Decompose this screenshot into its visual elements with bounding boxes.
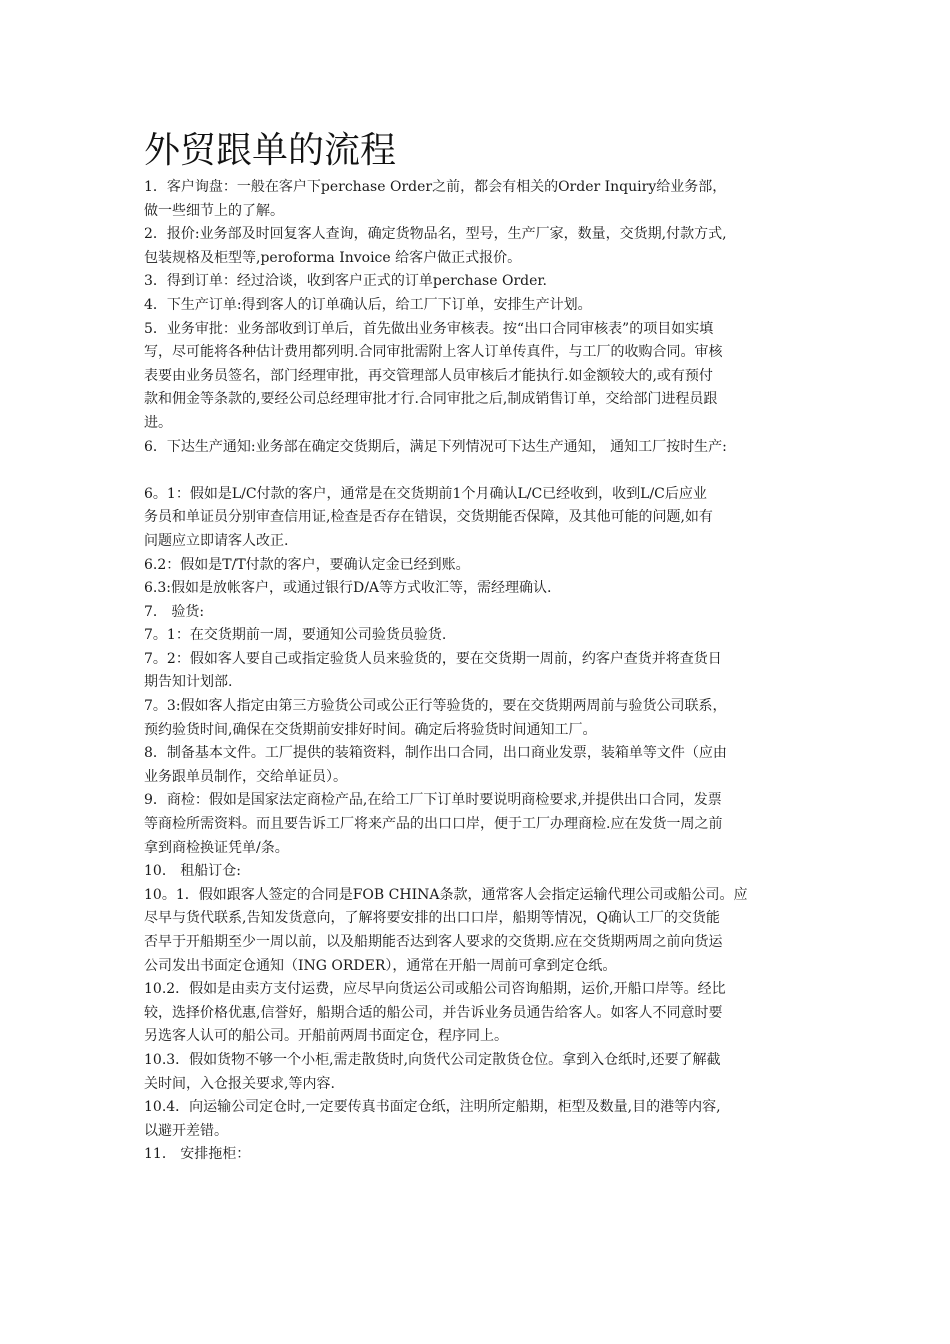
text-line: 业务跟单员制作，交给单证员）。 [144, 768, 347, 785]
text-line: 2．报价:业务部及时回复客人查询，确定货物品名，型号，生产厂家，数量，交货期,付款方式, [144, 226, 727, 243]
text-line: 进。 [144, 414, 172, 431]
text-line: 6.3:假如是放帐客户，或通过银行D/A等方式收汇等，需经理确认. [144, 580, 552, 597]
text-line: 问题应立即请客人改正. [144, 532, 289, 549]
text-line: 较，选择价格优惠,信誉好，船期合适的船公司，并告诉业务员通告给客人。如客人不同意时要 [144, 1004, 723, 1021]
text-line: 拿到商检换证凭单/条。 [144, 839, 289, 856]
text-line: 7。2：假如客人要自己或指定验货人员来验货的，要在交货期一周前，约客户查货并将查货日 [144, 650, 722, 667]
text-line: 3．得到订单：经过洽谈，收到客户正式的订单perchase Order. [144, 273, 547, 290]
text-line: 11． 安排拖柜： [144, 1146, 251, 1163]
text-line: 写，尽可能将各种估计费用都列明.合同审批需附上客人订单传真件，与工厂的收购合同。审核 [144, 344, 723, 361]
text-line: 以避开差错。 [144, 1122, 228, 1139]
text-line: 款和佣金等条款的,要经公司总经理审批才行.合同审批之后,制成销售订单，交给部门进程员跟 [144, 391, 718, 408]
text-line: 等商检所需资料。而且要告诉工厂将来产品的出口口岸，便于工厂办理商检.应在发货一周之前 [144, 816, 723, 833]
text-line: 务员和单证员分别审查信用证,检查是否存在错误，交货期能否保障，及其他可能的问题,如有 [144, 509, 713, 526]
text-line: 包装规格及柜型等,peroforma Invoice 给客户做正式报价。 [144, 249, 522, 266]
document-title: 外贸跟单的流程 [144, 130, 397, 171]
text-line: 期告知计划部. [144, 674, 233, 691]
text-line: 8．制备基本文件。工厂提供的装箱资料，制作出口合同，出口商业发票，装箱单等文件（应由 [144, 745, 727, 762]
text-line: 公司发出书面定仓通知（ING ORDER），通常在开船一周前可拿到定仓纸。 [144, 957, 617, 974]
blank-line [144, 459, 824, 483]
text-line: 10.3．假如货物不够一个小柜,需走散货时,向货代公司定散货仓位。拿到入仓纸时,还要了解截 [144, 1051, 721, 1068]
text-line: 7。3:假如客人指定由第三方验货公司或公正行等验货的，要在交货期两周前与验货公司联系， [144, 698, 727, 715]
text-line: 10.4．向运输公司定仓时,一定要传真书面定仓纸，注明所定船期，柜型及数量,目的港等内容, [144, 1099, 721, 1116]
document-body [144, 126, 824, 1167]
text-line: 1．客户询盘：一般在客户下perchase Order之前，都会有相关的Order Inquiry给业务部， [144, 179, 727, 195]
text-line: 关时间，入仓报关要求,等内容. [144, 1075, 335, 1092]
text-line: 6．下达生产通知:业务部在确定交货期后，满足下列情况可下达生产通知， 通知工厂按时生产: [144, 438, 727, 455]
text-line: 9．商检：假如是国家法定商检产品,在给工厂下订单时要说明商检要求,并提供出口合同，发票 [144, 792, 722, 809]
text-line: 表要由业务员签名，部门经理审批，再交管理部人员审核后才能执行.如金额较大的,或有预付 [144, 367, 713, 384]
text-line: 6.2：假如是T/T付款的客户，要确认定金已经到账。 [144, 556, 470, 573]
text-line: 6。1：假如是L/C付款的客户，通常是在交货期前1个月确认L/C已经收到，收到L/C后应业 [144, 485, 707, 502]
text-line: 10。1．假如跟客人签定的合同是FOB CHINA条款，通常客人会指定运输代理公司或船公司。应 [144, 886, 748, 903]
text-line: 10． 租船订仓: [144, 863, 241, 880]
text-line: 否早于开船期至少一周以前，以及船期能否达到客人要求的交货期.应在交货期两周之前向货运 [144, 934, 723, 950]
text-line: 4．下生产订单:得到客人的订单确认后，给工厂下订单，安排生产计划。 [144, 296, 592, 313]
text-line: 做一些细节上的了解。 [144, 202, 284, 219]
text-line: 10.2．假如是由卖方支付运费，应尽早向货运公司或船公司咨询船期，运价,开船口岸等。经比 [144, 981, 726, 998]
document-text [144, 176, 824, 1167]
text-line: 5．业务审批：业务部收到订单后，首先做出业务审核表。按“出口合同审核表”的项目如实填 [144, 320, 714, 337]
text-line: 另选客人认可的船公司。开船前两周书面定仓，程序同上。 [144, 1028, 508, 1045]
text-line: 预约验货时间,确保在交货期前安排好时间。确定后将验货时间通知工厂。 [144, 721, 597, 738]
text-line: 7． 验货: [144, 603, 205, 620]
text-line: 7。1：在交货期前一周，要通知公司验货员验货. [144, 627, 447, 644]
text-line: 尽早与货代联系,告知发货意向，了解将要安排的出口口岸，船期等情况，Q确认工厂的交货能 [144, 910, 720, 927]
